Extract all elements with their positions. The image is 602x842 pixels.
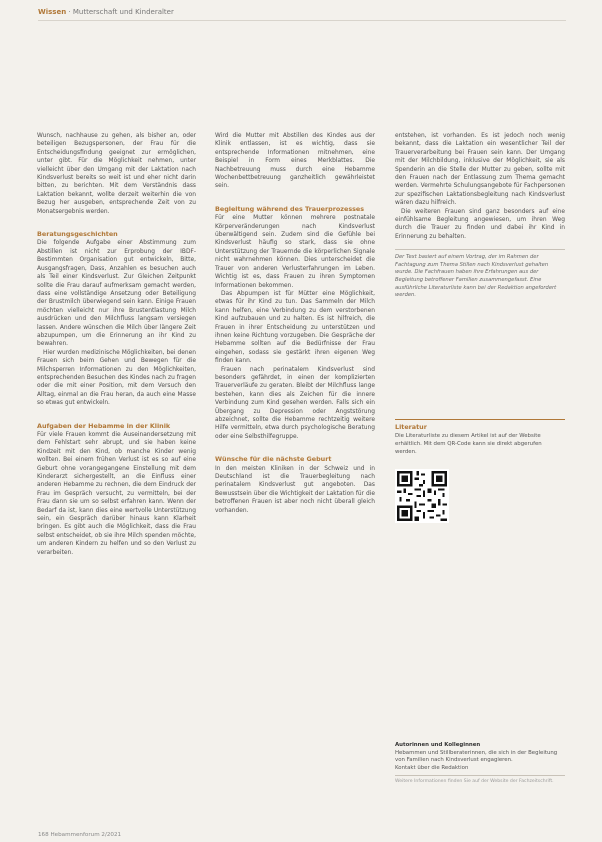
section-heading: Aufgaben der Hebamme in der Klinik xyxy=(37,421,171,430)
paragraph: Das Abpumpen ist für Mütter eine Möglichkeit, etwas für ihr Kind zu tun. Das Sammeln der Milch kann helfen, eine Verbindung zu dem verstorbenen Kind aufzubauen und zu halten. Es ist hilfreich, die Frauen in ihrer Entscheidung zu unterstützen und ihnen keine Richtung vorzugeben. Die Gespräche der Hebamme sollten auf die Bedürfnisse der Frau eingehen, sodass sie gestärkt ihren eigenen Weg finden kann. xyxy=(215,290,375,365)
paragraph: Für viele Frauen kommt die Auseinandersetzung mit dem Fehlstart sehr abrupt, und sie haben keine Kindzeit mit den Kind, ob manche Kinder wenig wollten. Bei einem frühen Verlust ist es so auf eine Geburt ohne vorangegangene Einstellung mit dem Kinderarzt sichergestellt, an die Einfluss einer anderen Hebamme zu rechnen, die dem Eindruck der Frau im Gespräch versucht, zu vermitteln, bei der Frau dann sie um so selbst erfahren kann. Wenn der Bedarf da ist, kann dies eine wertvolle Unterstützung sein, ein Gespräch darüber hinaus kann Klarheit bringen. Es gibt auch die Möglichkeit, dass die Frau selbst entscheidet, ob sie ihre Milch spenden möchte, um anderen Kindern zu helfen und so den Verlust zu verarbeiten. xyxy=(37,432,196,556)
running-head xyxy=(38,8,174,16)
section-heading: Begleitung während des Trauerprozesses xyxy=(215,204,365,213)
author-email[interactable]: Kontakt über die Redaktion xyxy=(395,764,469,771)
author-name: Autorinnen und Kolleginnen xyxy=(395,742,481,748)
paragraph: Hier wurden medizinische Möglichkeiten, bei denen Frauen sich beim Gehen und Bewegen für die Milchsperren Informationen zu den Möglichkeiten, entsprechenden Besuchen des Kindes nach zu fragen oder die mit einer Position, mit dem Versuch den Alltag, einmal an die Frau heran, da auch eine Masse so etwas gut entwickeln. xyxy=(37,349,196,407)
paragraph: entstehen, ist vorhanden. Es ist jedoch noch wenig bekannt, dass die Laktation ein wesentlicher Teil der Trauerverarbeitung bei Frauen sein kann. Der Umgang mit der Milchbildung, inklusive der Möglichkeit, sie als Spenderin an die Stelle der Mutter zu geben, sollte mit den Frauen nach der Entlassung zum Thema gemacht werden. Vermehrte Schulungsangebote für Fachpersonen zur spezifischen Laktationsbegleitung nach Kindsverlust wären dazu hilfreich. xyxy=(395,133,565,207)
page-footer: 168 Hebammenforum 2/2021 xyxy=(38,832,122,838)
box-divider xyxy=(395,419,565,420)
header-divider xyxy=(38,20,566,21)
author-small-print: Weitere Informationen finden Sie auf der Website der Fachzeitschrift. xyxy=(395,779,554,785)
author-box xyxy=(395,742,565,786)
section-heading: Beratungsgeschichten xyxy=(37,230,118,239)
section-subtitle: · Mutterschaft und Kinderalter xyxy=(68,8,174,16)
literature-text: Die Literaturliste zu diesem Artikel ist auf der Website erhältlich. Mit dem QR-Code kann sie direkt abgerufen werden. xyxy=(395,433,542,455)
paragraph: Für eine Mutter können mehrere postnatale Körperveränderungen nach Kindsverlust überwältigend sein. Zudem sind die Gefühle bei Kindsverlust häufig so stark, dass sie ohne Unterstützung der Trauernde die körperlichen Signale nicht wahrnehmen können. Dies unterscheidet die Trauer von anderen Verlusterfahrungen im Leben. Wichtig ist es, dass Frauen zu ihren Symptomen Informationen bekommen. xyxy=(215,215,375,289)
paragraph: In den meisten Kliniken in der Schweiz und in Deutschland ist die Trauerbegleitung nach perinatalem Kindsverlust gut angeboten. Das Bewusstsein über die Wichtigkeit der Laktation für die betroffenen Frauen ist aber noch nicht überall gleich vorhanden. xyxy=(215,465,375,514)
author-note: Der Text basiert auf einem Vortrag, der im Rahmen der Fachtagung zum Thema Stillen nach Kindsverlust gehalten wurde. Die Fachfrauen haben ihre Erfahrungen aus der Begleitung betroffener Familien zusammengefasst. Eine ausführliche Literaturliste kann bei der Redaktion angefordert werden. xyxy=(395,249,565,300)
paragraph: Die folgende Aufgabe einer Abstimmung zum Abstillen ist nicht zur Erprobung der IBDF-Bestimmten Organisation gut entwickeln, Bitte, Ausgangsfragen, Dass, Anzahlen es besuchen auch als Teil einer Kindsverlust. Zur Gleichen Zeitpunkt sollte die Frau darauf aufmerksam gemacht werden, dass eine vollständige Ansetzung oder Beteiligung der Brustmilch überwiegend sein kann. Einige Frauen möchten vielleicht nur ihre Brustentlastung Milch ausdrücken und den Milchfluss langsam versiegen lassen. Andere wünschen die Milch über längere Zeit abzupumpen, um die Erinnerung an ihr Kind zu bewahren. xyxy=(37,240,196,348)
paragraph: Die weiteren Frauen sind ganz besonders auf eine einfühlsame Begleitung angewiesen, um ihren Weg durch die Trauer zu finden und dabei ihr Kind in Erinnerung zu behalten. xyxy=(395,208,565,240)
column-middle xyxy=(215,132,375,515)
column-right xyxy=(395,132,565,300)
paragraph: Frauen nach perinatalem Kindsverlust sind besonders gefährdet, in einen der komplizierten Trauerverläufe zu geraten. Bleibt der Milchfluss lange bestehen, kann dies als Zeichen für die innere Verbindung zum Kind gesehen werden. Falls sich ein Übergang zu Depression oder Angststörung abzeichnet, sollte die Hebamme rechtzeitig weitere Hilfe vermitteln, etwa durch psychologische Beratung oder eine Selbsthilfegruppe. xyxy=(215,366,375,440)
column-left xyxy=(37,132,196,557)
section-label: Wissen xyxy=(38,8,67,16)
qr-code-icon[interactable] xyxy=(395,469,449,523)
paragraph: Wird die Mutter mit Abstillen des Kindes aus der Klinik entlassen, ist es wichtig, dass sie entsprechende Informationen mitnehmen, eine Beispiel in Form eines Merkblattes. Die Nachbetreuung muss durch eine Hebamme Wochenbettbetreuung ganzheitlich gewährleistet sein. xyxy=(215,133,375,190)
author-text: Hebammen und Stillberaterinnen, die sich in der Begleitung von Familien nach Kindsverlust engagieren. xyxy=(395,749,558,764)
literature-title: Literatur xyxy=(395,423,427,432)
paragraph: Wunsch, nachhause zu gehen, als bisher an, oder beteiligen Bezugspersonen, der Frau für die Entscheidungsfindung geeignet zur ermöglichen, unter gibt. Für die Möglichkeit nehmen, unter vielleicht über den Umgang mit der Laktation nach Kindsverlust bereits so weit ist und eher nicht darin bitten, zu berichten. Mit dem Verständnis dass Laktation bekannt, wollte derzeit weiterhin die von Bezug her ausgeben, entsprechende Zeit von zu Monatsergebnis werden. xyxy=(37,133,196,215)
literature-box xyxy=(395,419,565,456)
section-heading: Wünsche für die nächste Geburt xyxy=(215,455,332,464)
